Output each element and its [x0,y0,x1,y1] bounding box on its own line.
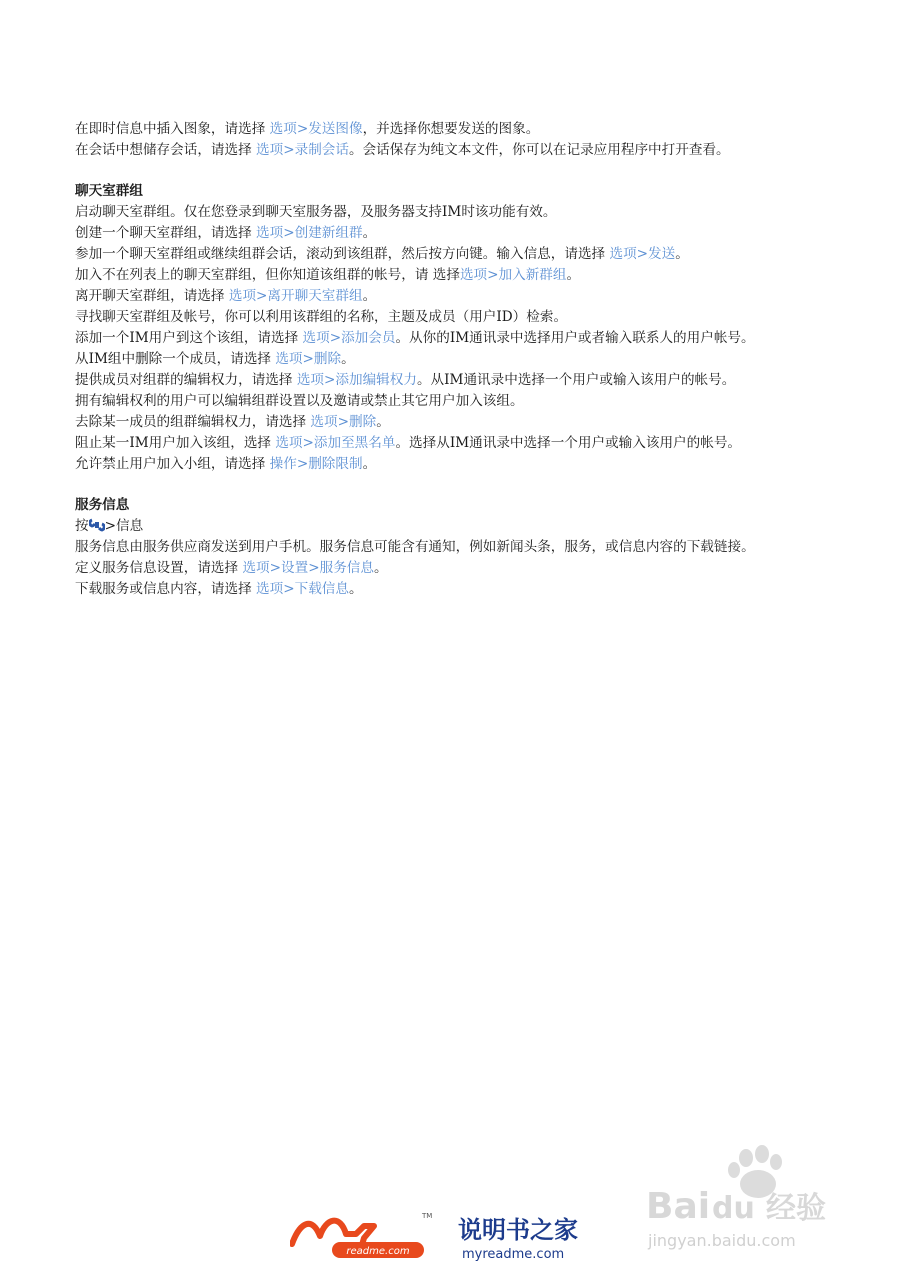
text-line [75,370,865,391]
text-line [75,579,865,600]
document-body [75,119,865,600]
menu-path-link: 选项>添加至黑名单 [275,435,396,451]
menu-path-link: 选项>下载信息 [256,581,349,597]
menu-path-link: 选项>删除 [310,414,377,430]
text-line [75,140,865,161]
readme-badge-text: readme.com [346,1246,410,1257]
text-line [75,391,865,412]
text-line [75,349,865,370]
menu-path-link: 选项>添加会员 [302,330,396,346]
line-text: 拥有编辑权利的用户可以编辑组群设置以及邀请或禁止其它用户加入该组。 [75,393,524,409]
text-line [75,516,865,537]
text-line [75,244,865,265]
line-text: ，并选择你想要发送的图象。 [362,121,540,137]
section-heading-service: 服务信息 [75,497,130,513]
menu-path-link: 选项>录制会话 [256,142,349,158]
line-text: 。 [373,560,388,576]
section-heading-chatroom: 聊天室群组 [75,183,143,199]
line-text: 允许禁止用户加入小组，请选择 [75,456,270,472]
text-line [75,412,865,433]
brand-cn-text: 说明书之家 [458,1216,578,1244]
line-text: 。会话保存为纯文本文件，你可以在记录应用程序中打开查看。 [349,142,730,158]
line-text: 。从你的IM通讯录中选择用户或者输入联系人的用户帐号。 [395,330,755,346]
menu-path-link: 选项>发送 [609,246,676,262]
line-text: 。 [566,267,581,283]
line-text: 在即时信息中插入图象，请选择 [75,121,270,137]
line-text: 提供成员对组群的编辑权力，请选择 [75,372,297,388]
menu-key-icon [89,518,105,532]
line-text: 参加一个聊天室群组或继续组群会话，滚动到该组群，然后按方向键。输入信息，请选择 [75,246,610,262]
text-line [75,202,865,223]
text-line [75,328,865,349]
line-text: 在会话中想储存会话，请选择 [75,142,257,158]
line-text: 。 [341,351,355,367]
line-text: 去除某一成员的组群编辑权力，请选择 [75,414,311,430]
menu-path-link: 选项>创建新组群 [256,225,363,241]
menu-path-link: 选项>删除 [275,351,342,367]
baidu-jingyan-watermark [642,1140,872,1260]
text-line [75,265,865,286]
line-text: 。从IM通讯录中选择一个用户或输入该用户的帐号。 [416,372,736,388]
menu-path-link: 操作>删除限制 [269,456,363,472]
text-line [75,286,865,307]
line-text: 加入不在列表上的聊天室群组，但你知道该组群的帐号，请 选择 [75,267,460,283]
line-text: >信息 [104,518,144,534]
line-text: 。 [376,414,390,430]
menu-path-link: 选项>加入新群组 [459,267,567,283]
line-text: 。 [349,581,363,597]
trademark-mark: TM [422,1212,433,1220]
menu-path-link: 选项>设置>服务信息 [242,560,374,576]
menu-path-link: 选项>发送图像 [269,121,363,137]
line-text: 创建一个聊天室群组，请选择 [75,225,257,241]
watermark-cn: 经验 [766,1191,826,1226]
chatroom-lines [75,202,865,475]
line-text: 。选择从IM通讯录中选择一个用户或输入该用户的帐号。 [395,435,742,451]
text-line: 服务信息由服务供应商发送到用户手机。服务信息可能含有通知，例如新闻头条，服务，或信息内容的下载链接。 [75,539,755,555]
line-text: 离开聊天室群组，请选择 [75,288,229,304]
text-line [75,558,865,579]
watermark-url: jingyan.baidu.com [648,1231,796,1250]
line-text: 阻止某一IM用户加入该组，选择 [75,435,276,451]
text-line [75,307,865,328]
text-line [75,454,865,475]
line-text: 按 [75,518,89,534]
line-text: 。 [675,246,689,262]
line-text: 下载服务或信息内容，请选择 [75,581,257,597]
line-text: 添加一个IM用户到这个该组，请选择 [75,330,303,346]
line-text: 。 [362,288,377,304]
menu-path-link: 选项>离开聊天室群组 [228,288,363,304]
text-line [75,433,865,454]
line-text: 从IM组中删除一个成员，请选择 [75,351,276,367]
watermark-brand2: du [712,1191,755,1226]
line-text: 定义服务信息设置，请选择 [75,560,243,576]
line-text: 寻找聊天室群组及帐号，你可以利用该群组的名称，主题及成员（用户ID）检索。 [75,309,568,325]
line-text: 。 [362,225,377,241]
watermark-brand: Bai [646,1186,711,1227]
text-line [75,119,865,140]
line-text: 。 [362,456,377,472]
brand-url-text: myreadme.com [462,1247,565,1262]
text-line [75,223,865,244]
line-text: 启动聊天室群组。仅在您登录到聊天室服务器，及服务器支持IM时该功能有效。 [75,204,557,220]
myreadme-footer-logo [290,1208,610,1264]
menu-path-link: 选项>添加编辑权力 [296,372,417,388]
